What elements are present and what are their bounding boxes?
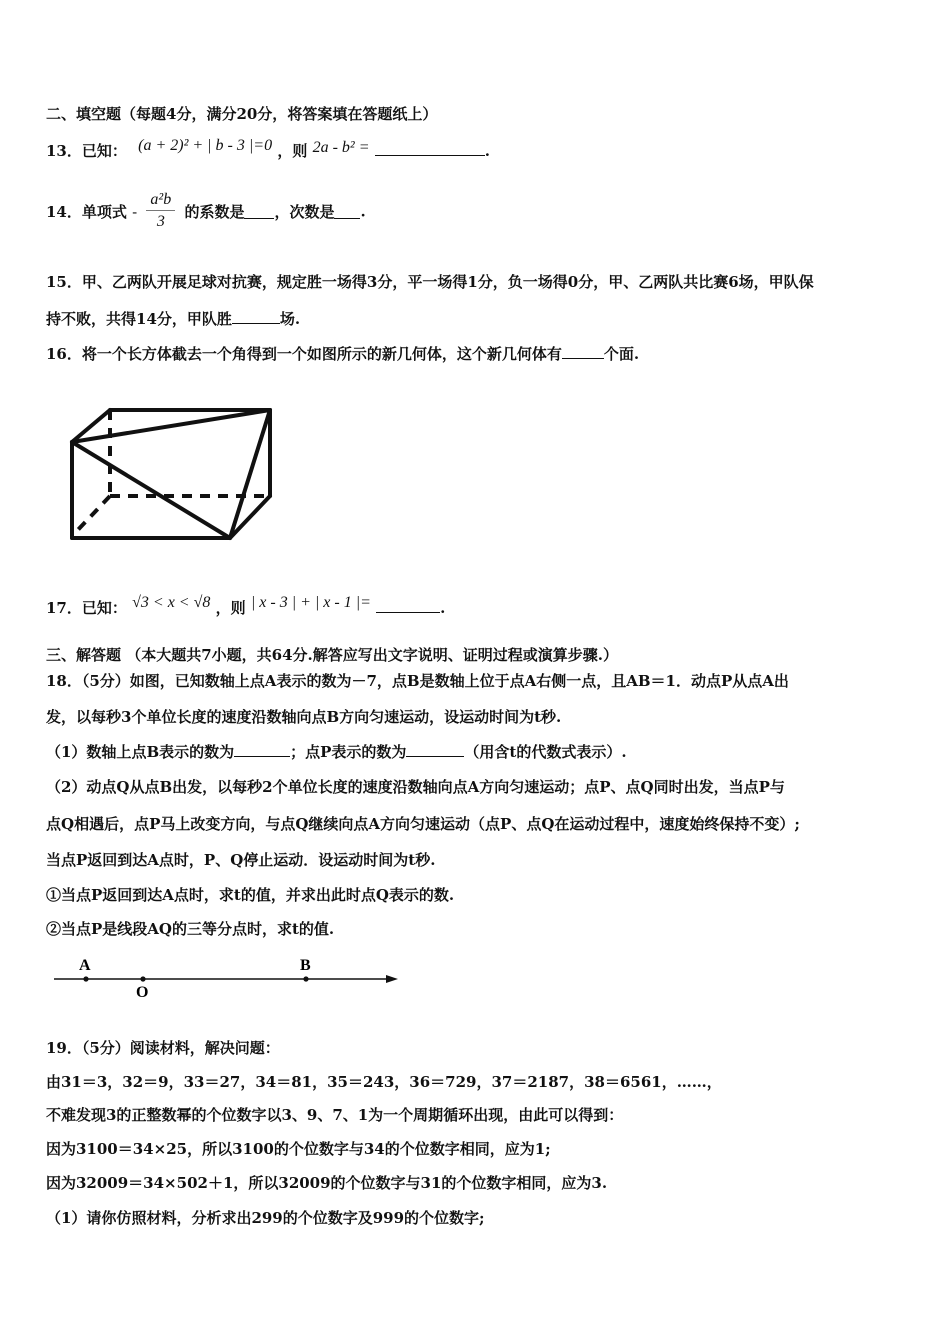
q17-answer-blank[interactable] xyxy=(376,598,440,613)
question-13 xyxy=(46,137,490,161)
question-18-sub-2: ②当点P是线段AQ的三等分点时，求t的值. xyxy=(46,920,335,938)
q15-text-end: 场. xyxy=(279,310,301,328)
question-19-line-5: 因为32009＝34×502＋1，所以32009的个位数字与31的个位数字相同，应为3. xyxy=(46,1174,608,1192)
section-2-heading: 二、填空题（每题4分，满分20分，将答案填在答题纸上） xyxy=(46,105,438,123)
q13-condition: (a + 2)² + | b - 3 |=0 xyxy=(138,137,273,154)
question-16 xyxy=(46,343,639,364)
q13-expression: 2a - b² = xyxy=(312,139,370,156)
question-19-line-1: 19．（5分）阅读材料，解决问题： xyxy=(46,1039,280,1057)
number-line-arrow-icon xyxy=(386,975,398,983)
point-o-dot xyxy=(140,976,145,981)
q16-answer-blank[interactable] xyxy=(562,344,604,359)
q16-solid-figure xyxy=(60,400,280,550)
number-line xyxy=(50,952,410,1002)
q17-expression: | x - 3 | + | x - 1 |= xyxy=(250,594,371,611)
question-17 xyxy=(46,594,446,618)
q17-period: . xyxy=(440,599,446,617)
question-18-part-2-line-2: 点Q相遇后，点P马上改变方向，与点Q继续向点A方向匀速运动（点P、点Q在运动过程中，速度始终保持不变）; xyxy=(46,815,800,833)
question-19-line-6: （1）请你仿照材料，分析求出299的个位数字及999的个位数字; xyxy=(46,1209,485,1227)
point-o-label: O xyxy=(136,984,149,1001)
q18-p1-blank-b[interactable] xyxy=(234,742,290,757)
point-a-label: A xyxy=(79,957,91,974)
q17-condition: √3 < x < √8 xyxy=(132,594,211,611)
q14-numerator: a²b xyxy=(146,190,175,211)
q16-text: 16．将一个长方体截去一个角得到一个如图所示的新几何体，这个新几何体有 xyxy=(46,345,562,363)
q14-fraction xyxy=(146,190,175,233)
question-18-line-1: 18．（5分）如图，已知数轴上点A表示的数为－7，点B是数轴上位于点A右侧一点，且AB＝1．动点P从点A出 xyxy=(46,672,789,690)
q13-answer-blank[interactable] xyxy=(375,141,485,156)
q13-number: 13．已知： xyxy=(46,142,127,160)
q14-minus: - xyxy=(132,202,138,221)
q18-p1-blank-p[interactable] xyxy=(406,742,464,757)
section-3-heading: 三、解答题 （本大题共7小题，共64分.解答应写出文字说明、证明过程或演算步骤.） xyxy=(46,646,618,664)
q14-coeff-blank[interactable] xyxy=(244,204,274,219)
point-b-dot xyxy=(303,976,308,981)
q15-text: 持不败，共得14分，甲队胜 xyxy=(46,310,232,328)
q16-text-end: 个面. xyxy=(603,345,640,363)
q14-degree-blank[interactable] xyxy=(334,204,360,219)
question-19-line-2: 由31＝3，32＝9，33＝27，34＝81，35＝243，36＝729，37＝2187，38＝6561，……， xyxy=(46,1073,722,1091)
question-18-sub-1: ①当点P返回到达A点时，求t的值，并求出此时点Q表示的数. xyxy=(46,886,455,904)
q14-coeff-label: 的系数是 xyxy=(184,203,245,221)
q18-p1-text-c: （用含t的代数式表示）. xyxy=(464,743,627,761)
question-18-part-2-line-3: 当点P返回到达A点时，P、Q停止运动．设运动时间为t秒. xyxy=(46,851,436,869)
q17-then: ，则 xyxy=(215,599,246,617)
q18-p1-text-a: （1）数轴上点B表示的数为 xyxy=(46,743,235,761)
question-19-line-3: 不难发现3的正整数幂的个位数字以3、9、7、1为一个周期循环出现，由此可以得到： xyxy=(46,1106,624,1124)
q13-period: . xyxy=(484,142,490,160)
question-19-line-4: 因为3100＝34×25，所以3100的个位数字与34的个位数字相同，应为1; xyxy=(46,1140,551,1158)
q14-number: 14．单项式 xyxy=(46,203,127,221)
q14-denominator: 3 xyxy=(156,213,165,230)
q14-degree-label: ，次数是 xyxy=(274,203,335,221)
question-18-part-1 xyxy=(46,741,627,762)
point-a-dot xyxy=(83,976,88,981)
q15-answer-blank[interactable] xyxy=(232,309,280,324)
q14-period: . xyxy=(360,202,366,221)
question-18-part-2-line-1: （2）动点Q从点B出发，以每秒2个单位长度的速度沿数轴向点A方向匀速运动；点P、点Q同时出发，当点P与 xyxy=(46,778,785,796)
point-b-label: B xyxy=(300,957,311,974)
q13-then: ，则 xyxy=(277,142,308,160)
question-14 xyxy=(46,190,366,233)
question-18-line-2: 发，以每秒3个单位长度的速度沿数轴向点B方向匀速运动，设运动时间为t秒. xyxy=(46,708,562,726)
q18-p1-text-b: ；点P表示的数为 xyxy=(290,743,407,761)
question-15-line-1: 15．甲、乙两队开展足球对抗赛，规定胜一场得3分，平一场得1分，负一场得0分，甲、乙两队共比赛6场，甲队保 xyxy=(46,273,814,291)
q17-number: 17．已知： xyxy=(46,599,127,617)
question-15-line-2 xyxy=(46,308,300,329)
